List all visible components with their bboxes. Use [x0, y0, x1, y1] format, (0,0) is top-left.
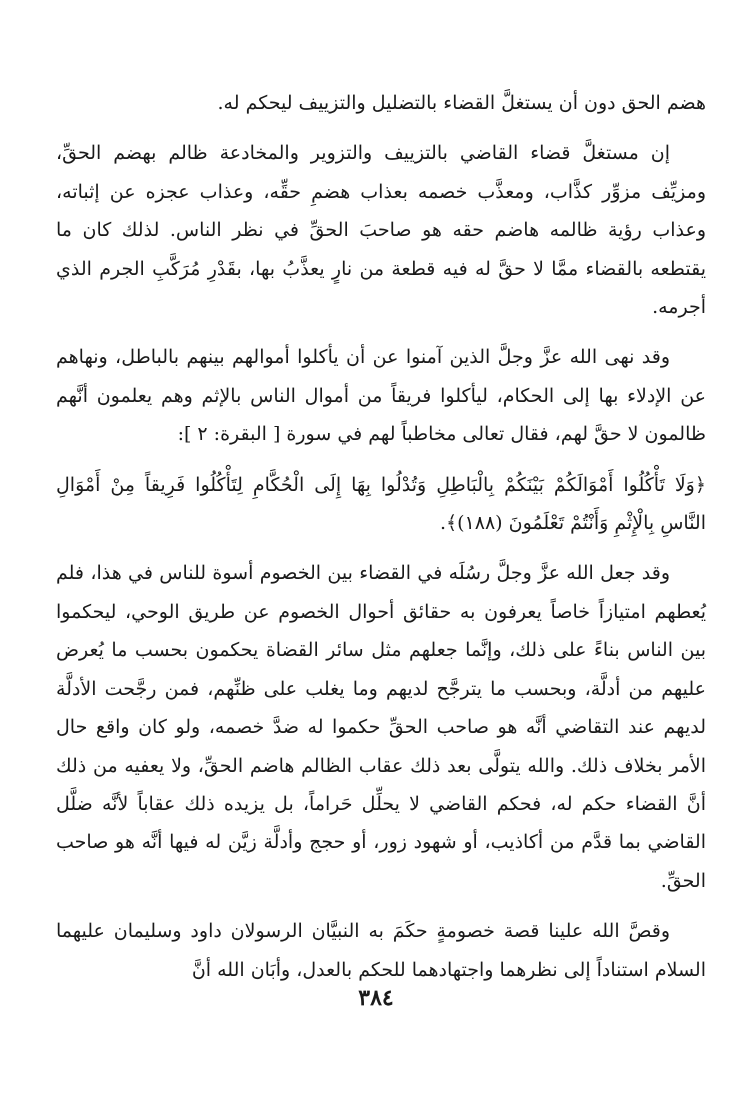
page-number: ٣٨٤: [358, 985, 394, 1011]
paragraph-3: وقد جعل الله عزَّ وجلَّ رسُلَه في القضاء بين الخصوم أسوة للناس في هذا، فلم يُعطهم امتيازاً خاصاً يعرفون به حقائق أحوال الخصوم عن طريق الوحي، ليحكموا بين الناس بناءً على ذلك، وإنَّما جعلهم مثل سائر القضاة يحكمون بحسب ما يُعرض عليهم من أدلَّة، وبحسب ما يترجَّح لديهم وما يغلب على ظنِّهم، فمن رجَّحت الأدلَّة لديهم عند التقاضي أنَّه هو صاحب الحقِّ حكموا له ضدَّ خصمه، ولو كان واقع حال الأمر بخلاف ذلك. والله يتولَّى بعد ذلك عقاب الظالم هاضم الحقِّ، ولا يعفيه من ذلك أنَّ القضاء حكم له، فحكم القاضي لا يحلِّل حَراماً، بل يزيده ذلك عقاباً لأنَّه ضلَّل القاضي بما قدَّم من أكاذيب، أو شهود زور، أو حجج وأدلَّة زيَّن له فيها أنَّه هو صاحب الحقِّ.: [56, 562, 706, 892]
page-body: [56, 84, 706, 989]
paragraph-gap: [56, 122, 706, 134]
paragraph-2: وقد نهى الله عزَّ وجلَّ الذين آمنوا عن أن يأكلوا أموالهم بينهم بالباطل، ونهاهم عن الإدلاء بها إلى الحكام، ليأكلوا فريقاً من أموال الناس بالإثم وهم يعلمون أنَّهم ظالمون لا حقَّ لهم، فقال تعالى مخاطباً لهم في سورة [ البقرة: ٢ ]:: [56, 346, 706, 446]
paragraph-4: وقصَّ الله علينا قصة خصومةٍ حكَمَ به النبيَّان الرسولان داود وسليمان عليهما السلام استناداً إلى نظرهما واجتهادهما للحكم بالعدل، وأبَان الله أنَّ: [56, 920, 706, 981]
paragraph-continuation: هضم الحق دون أن يستغلَّ القضاء بالتضليل والتزييف ليحكم له.: [217, 92, 706, 114]
paragraph-gap: [56, 326, 706, 338]
paragraph-gap: [56, 454, 706, 466]
paragraph-gap: [56, 542, 706, 554]
paragraph-1: إن مستغلَّ قضاء القاضي بالتزييف والتزوير والمخادعة ظالم بهضم الحقِّ، ومزيِّف مزوِّر كذَّاب، ومعذَّب خصمه بعذاب هضمِ حقِّه، وعذاب عجزه عن إثباته، وعذاب رؤية ظالمه هاضم حقه هو صاحبَ الحقِّ في نظر الناس. لذلك كان ما يقتطعه بالقضاء ممَّا لا حقَّ له فيه قطعة من نارٍ يعذَّبُ بها، بقَدْرِ مُرَكَّبِ الجرم الذي أجرمه.: [56, 142, 706, 319]
quran-verse: ﴿وَلَا تَأْكُلُوا أَمْوَالَكُمْ بَيْنَكُمْ بِالْبَاطِلِ وَتُدْلُوا بِهَا إِلَى الْحُكَّامِ لِتَأْكُلُوا فَرِيقاً مِنْ أَمْوَالِ النَّاسِ بِالْإِثْمِ وَأَنْتُمْ تَعْلَمُونَ (١٨٨)﴾.: [56, 473, 706, 535]
paragraph-gap: [56, 900, 706, 912]
